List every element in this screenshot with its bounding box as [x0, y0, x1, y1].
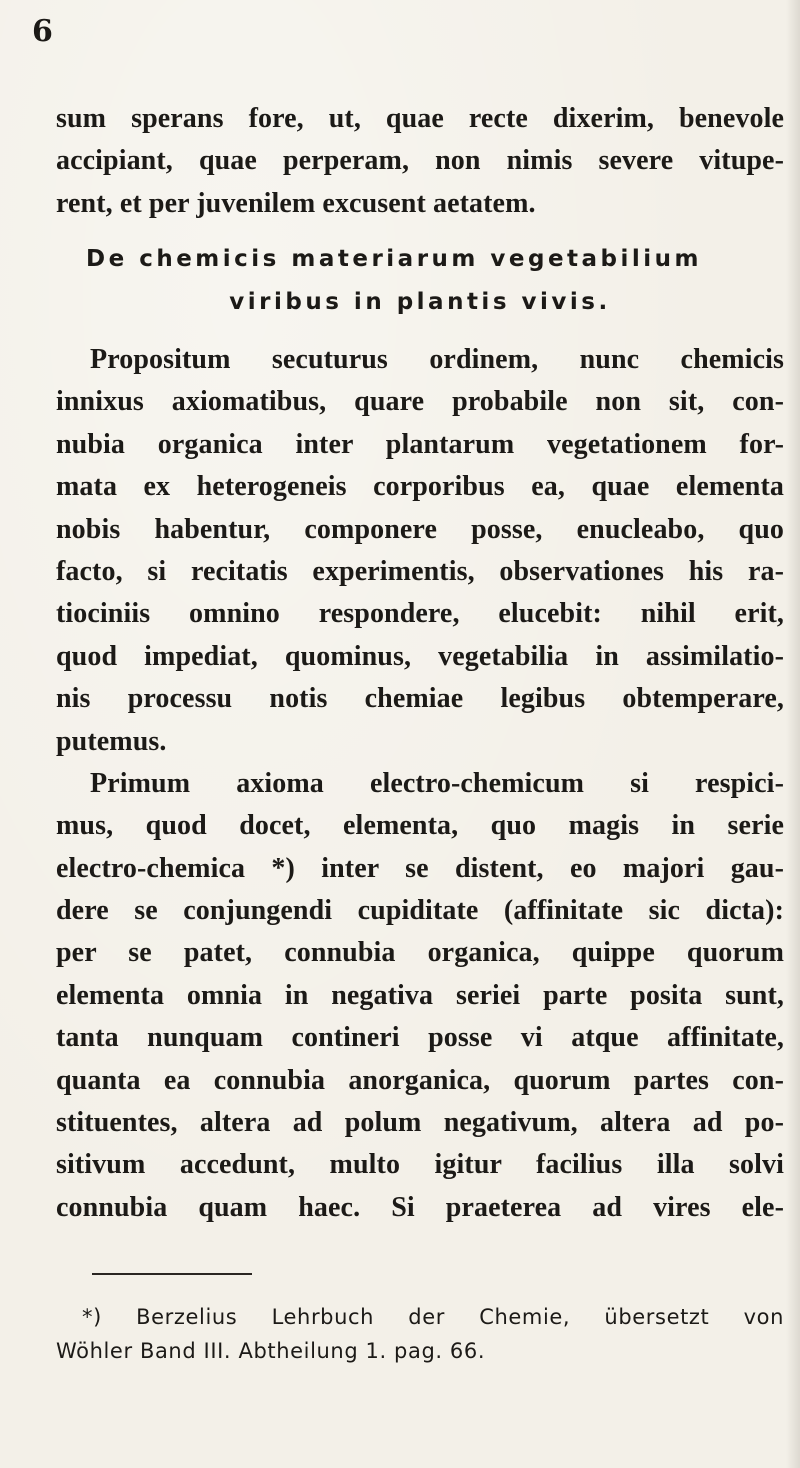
text-line: Primum axioma electro-chemicum si respici- — [90, 767, 784, 799]
text-line: nobis habentur, componere posse, enucleabo, quo — [56, 513, 784, 545]
footnote-rule — [92, 1273, 252, 1275]
text-line: Propositum secuturus ordinem, nunc chemicis — [90, 344, 784, 375]
text-line: connubia quam haec. Si praeterea ad vires ele- — [56, 1191, 784, 1223]
text-line: stituentes, altera ad polum negativum, altera ad po- — [56, 1107, 784, 1139]
text-line: sum sperans fore, ut, quae recte dixerim, benevole — [56, 103, 784, 134]
section-heading — [56, 238, 784, 324]
text-line: rent, et per juvenilem excusent aetatem. — [56, 187, 536, 219]
text-line: dere se conjungendi cupiditate (affinitate sic dicta): — [56, 895, 784, 927]
text-line: tiociniis omnino respondere, elucebit: nihil erit, — [56, 598, 784, 630]
page-number: 6 — [32, 14, 53, 49]
text-line: putemus. — [56, 725, 167, 757]
text-line: per se patet, connubia organica, quippe quorum — [56, 937, 784, 969]
text-line: electro-chemica *) inter se distent, eo majori gau- — [56, 852, 784, 884]
section-heading-line-1: De chemicis materiarum vegetabilium — [86, 246, 703, 272]
section-heading-line-2: viribus in plantis vivis. — [229, 289, 611, 315]
footnote — [56, 1300, 784, 1368]
text-line: accipiant, quae perperam, non nimis severe vitupe- — [56, 145, 784, 177]
text-line: quod impediat, quominus, vegetabilia in assimilatio- — [56, 640, 784, 672]
text-line: innixus axiomatibus, quare probabile non sit, con- — [56, 386, 784, 418]
text-line: nubia organica inter plantarum vegetationem for- — [56, 428, 784, 460]
text-line: quanta ea connubia anorganica, quorum partes con- — [56, 1064, 784, 1096]
text-line: facto, si recitatis experimentis, observationes his ra- — [56, 555, 784, 587]
footnote-line: Wöhler Band III. Abtheilung 1. pag. 66. — [56, 1339, 486, 1363]
text-line: mus, quod docet, elementa, quo magis in serie — [56, 810, 784, 842]
text-line: nis processu notis chemiae legibus obtemperare, — [56, 683, 784, 715]
body-text — [56, 339, 784, 1229]
intro-paragraph — [56, 98, 784, 225]
text-line: elementa omnia in negativa seriei parte posita sunt, — [56, 979, 784, 1011]
page-edge-shadow — [786, 0, 800, 1468]
text-line: mata ex heterogeneis corporibus ea, quae elementa — [56, 471, 784, 503]
footnote-line: *) Berzelius Lehrbuch der Chemie, übersetzt von — [82, 1305, 784, 1329]
text-line: tanta nunquam contineri posse vi atque affinitate, — [56, 1022, 784, 1054]
text-line: sitivum accedunt, multo igitur facilius illa solvi — [56, 1149, 784, 1181]
